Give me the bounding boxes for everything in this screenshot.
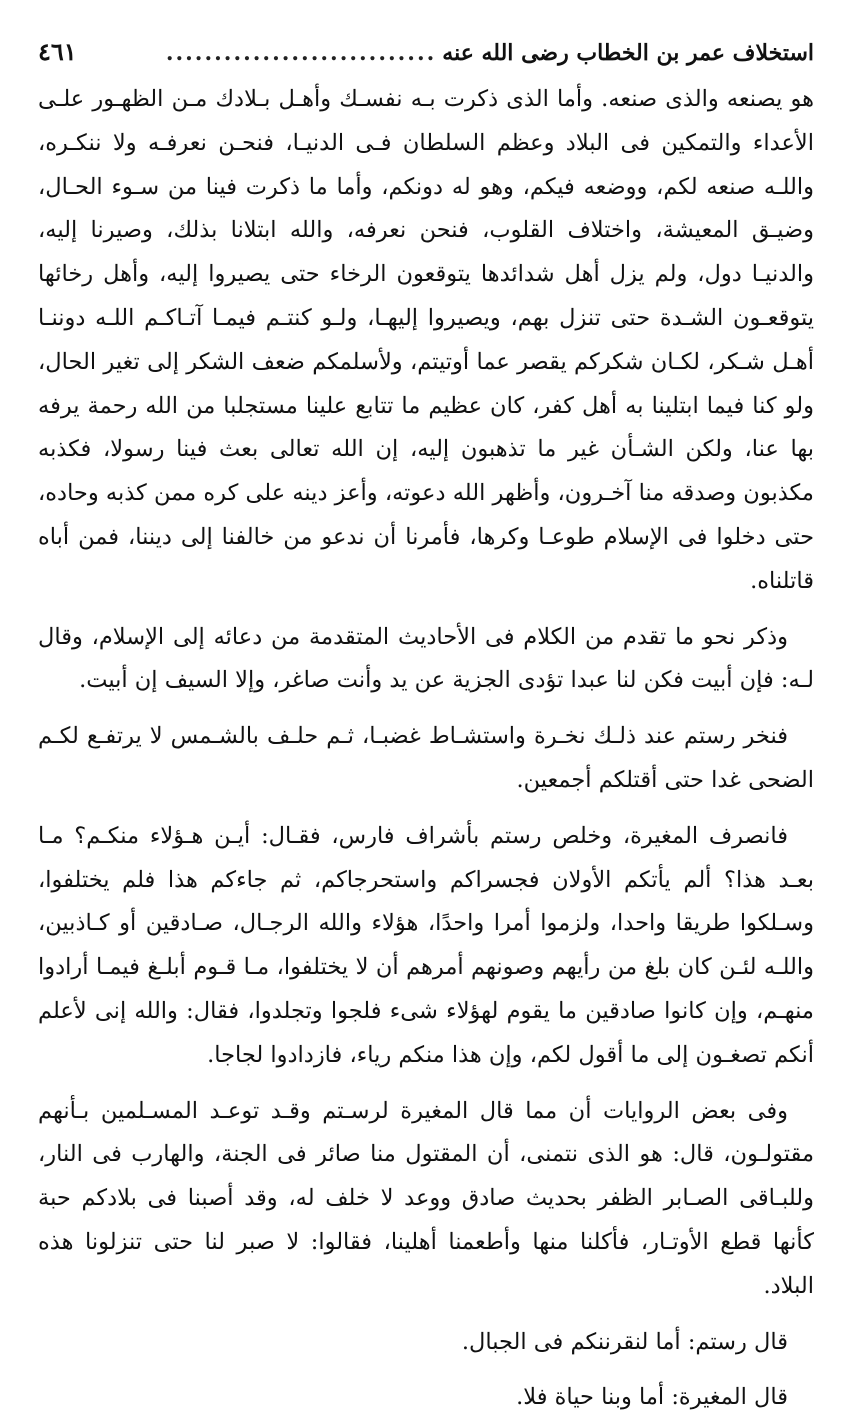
paragraph-gap: [38, 703, 814, 715]
body-text: [38, 78, 814, 1420]
paragraph-gap: [38, 1078, 814, 1090]
paragraph-2: وذكر نحو ما تقدم من الكلام فى الأحاديث المتقدمة من دعائه إلى الإسلام، وقال لـه: فإن أبيت فكن لنا عبدا تؤدى الجزية عن يد وأنت صاغر، وإلا السيف إن أبيت.: [38, 623, 814, 694]
leader-dots: ............................: [165, 40, 437, 66]
paragraph-5: وفى بعض الروايات أن مما قال المغيرة لرسـتم وقـد توعـد المسـلمين بـأنهم مقتولـون، قال: هو الذى نتمنى، أن المقتول منا صائر فى الجنة، والهارب فى النار، وللبـاقى الصـابر الظفر بحديث صادق ووعد لا خلف له، وقد أصبنا فى بلادكم حبة كأنها قطع الأوتـار، فأكلنا منها وأطعمنا أهلينا، فقالوا: لا صبر لنا حتى تنزلونا هذه البلاد.: [38, 1097, 814, 1299]
paragraph-4: فانصرف المغيرة، وخلص رستم بأشراف فارس، فقـال: أيـن هـؤلاء منكـم؟ مـا بعـد هذا؟ ألم يأتكم الأولان فجسراكم واستحرجاكم، ثم جاءكم هذا فلم يختلفوا، وسـلكوا طريقا واحدا، ولزموا أمرا واحدًا، هؤلاء والله الرجـال، صـادقين أو كـاذبين، واللـه لئـن كان بلغ من رأيهم وصونهم أمرهم أن لا يختلفوا، مـا قـوم أبلـغ فيمـا أرادوا منهـم، وإن كانوا صادقين ما يقوم لهؤلاء شىء فلجوا وتجلدوا، فقال: والله إنى لأعلم أنكم تصغـون إلى ما أقول لكم، وإن هذا منكم رياء، فازدادوا لجاجا.: [38, 822, 814, 1068]
page-header: [38, 34, 814, 78]
paragraph-gap: [38, 1364, 814, 1376]
page-number: ٤٦١: [38, 37, 77, 66]
paragraph-gap: [38, 1309, 814, 1321]
paragraph-7: قال المغيرة: أما وبنا حياة فلا.: [516, 1384, 788, 1411]
paragraph-1: هو يصنعه والذى صنعه. وأما الذى ذكرت بـه نفسـك وأهـل بـلادك مـن الظهـور علـى الأعداء والتمكين فى البلاد وعظم السلطان فـى الدنيـا، فنحـن نعرفـه ولا ننكـره، واللـه صنعه لكم، ووضعه فيكم، وهو له دونكم، وأما ما ذكرت فينا من سـوء الحـال، وضيـق المعيشة، واختلاف القلوب، فنحن نعرفه، والله ابتلانا بذلك، وصيرنا إليه، والدنيـا دول، ولم يزل أهل شدائدها يتوقعون الرخاء حتى يصيروا إليه، وأهل رخائها يتوقعـون الشـدة حتى تنزل بهم، ويصيروا إليهـا، ولـو كنتـم فيمـا آتـاكـم اللـه دوننـا أهـل شـكر، لكـان شكركم يقصر عما أوتيتم، ولأسلمكم ضعف الشكر إلى تغير الحال، ولو كنا فيما ابتلينا به أهل كفر، كان عظيم ما تتابع علينا مستجلبا من الله رحمة يرفه بها عنا، ولكن الشـأن غير ما تذهبون إليه، إن الله تعالى بعث فينا رسولا، فكذبه مكذبون وصدقه منا آخـرون، وأظهر الله دعوته، وأعز دينه على كره ممن كذبه وحاده، حتى دخلوا فى الإسلام طوعـا وكرها، فأمرنا أن ندعو من خالفنا إلى ديننا، فمن أباه قاتلناه.: [38, 86, 814, 594]
paragraph-6: قال رستم: أما لنقرننكم فى الجبال.: [461, 1328, 788, 1355]
paragraph-gap: [38, 604, 814, 616]
paragraph-gap: [38, 803, 814, 815]
paragraph-3: فنخر رستم عند ذلـك نخـرة واستشـاط غضبـا، ثـم حلـف بالشـمس لا يرتفـع لكـم الضحى غدا حتى أقتلكم أجمعين.: [38, 723, 814, 793]
running-title: استخلاف عمر بن الخطاب رضى الله عنه: [442, 40, 814, 66]
